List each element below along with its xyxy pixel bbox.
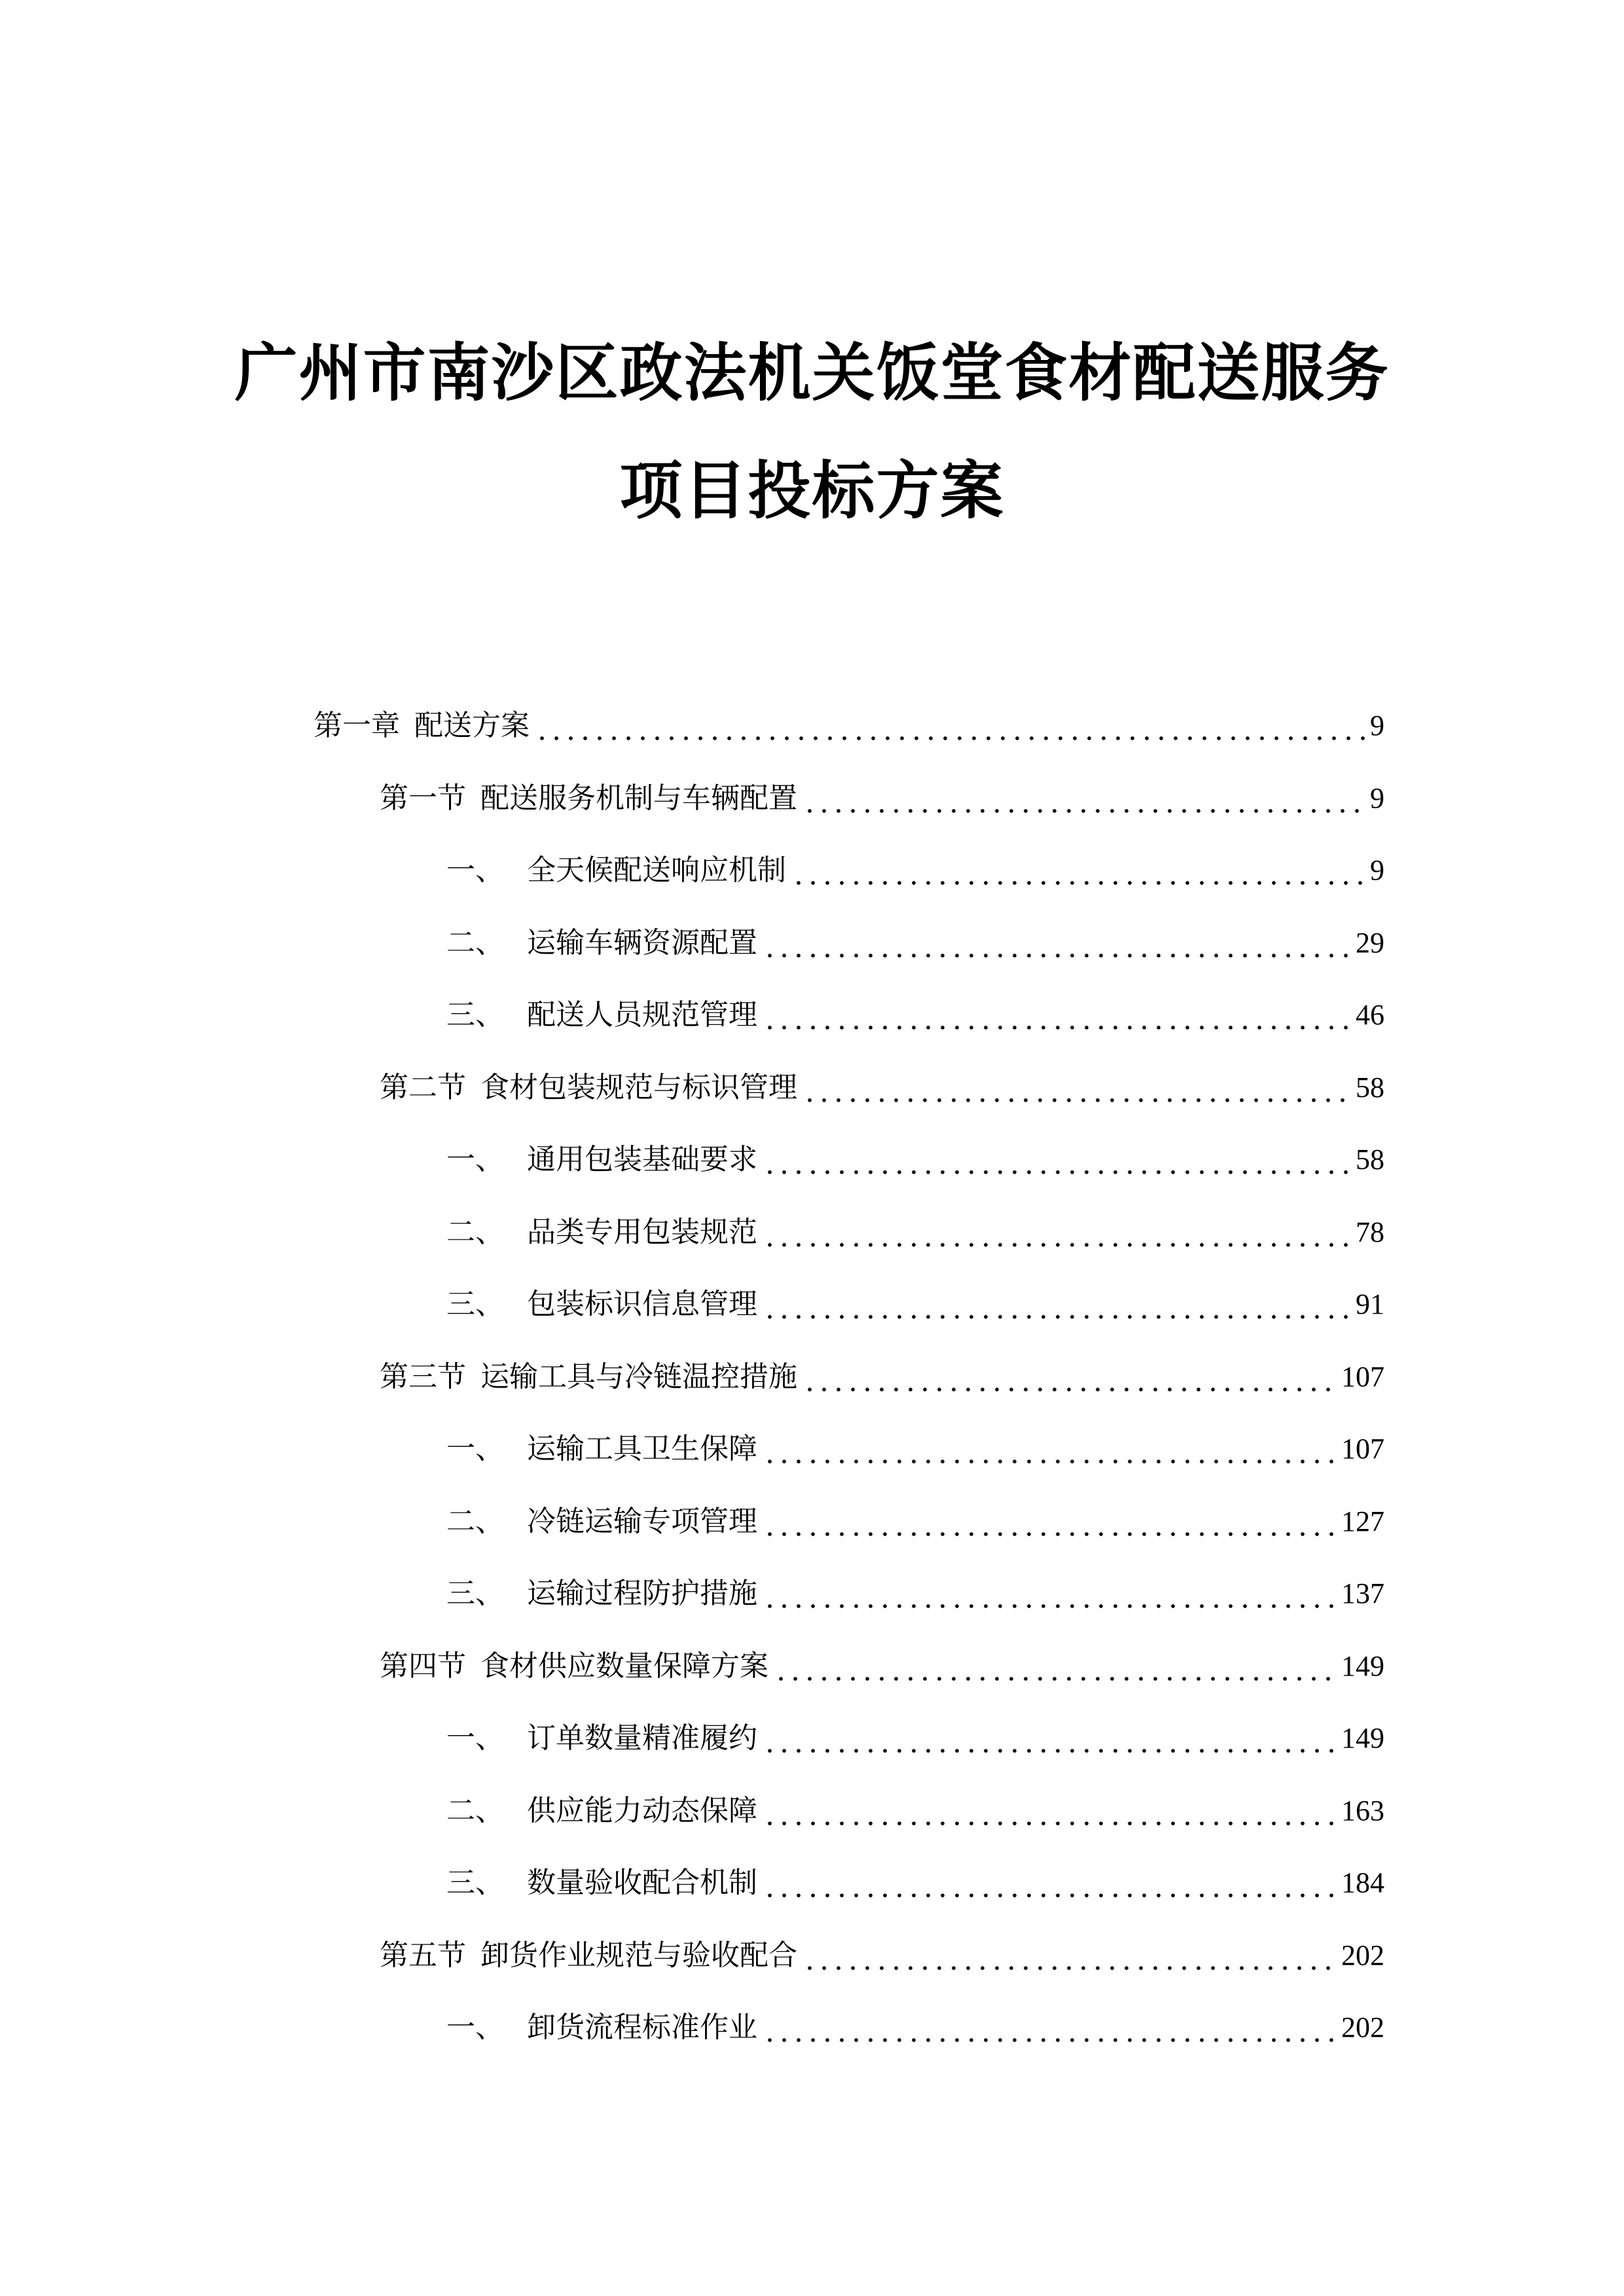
toc-entry-label: 通用包装基础要求 [527,1143,757,1176]
toc-entry-page: 9 [1370,854,1384,886]
toc-dot-leader [763,2008,1336,2047]
toc-entry-page: 149 [1341,1722,1384,1754]
toc-entry-page: 202 [1341,2011,1384,2043]
toc-entry-label: 运输车辆资源配置 [527,925,757,960]
toc-dot-leader [763,1429,1336,1469]
toc-entry[interactable] [446,1791,1384,1831]
toc-entry-number: 第一节 [380,781,466,815]
toc-entry-page: 9 [1370,709,1384,742]
toc-entry-number: 二、 [446,1793,504,1827]
toc-entry-label: 配送人员规范管理 [527,998,757,1031]
toc-dot-leader [763,1719,1336,1758]
toc-entry-page: 78 [1356,1215,1384,1248]
toc-entry[interactable] [446,2008,1384,2047]
toc-entry[interactable] [446,1429,1384,1469]
toc-entry-label: 配送方案 [414,709,530,742]
toc-dot-leader [535,706,1365,745]
toc-entry-page: 137 [1341,1577,1384,1609]
toc-dot-leader [803,1357,1336,1397]
toc-entry[interactable] [446,1213,1384,1252]
toc-entry-number: 第四节 [380,1649,466,1683]
toc-dot-leader [763,996,1350,1035]
toc-entry[interactable] [380,779,1384,818]
toc-entry[interactable] [314,706,1384,745]
toc-entry-page: 184 [1341,1867,1384,1899]
toc-entry-number: 一、 [446,1721,504,1755]
toc-entry-page: 202 [1341,1939,1384,1971]
toc-entry-label: 包装标识信息管理 [527,1287,757,1321]
toc-dot-leader [803,779,1365,818]
toc-entry-page: 29 [1356,926,1384,959]
toc-entry-label: 数量验收配合机制 [527,1866,757,1899]
toc-dot-leader [763,924,1350,963]
toc-entry-page: 163 [1341,1794,1384,1827]
toc-entry-label: 供应能力动态保障 [527,1793,757,1827]
document-title-line-1: 广州市南沙区政法机关饭堂食材配送服务 [234,336,1390,410]
toc-entry-label: 品类专用包装规范 [527,1215,757,1249]
toc-entry[interactable] [446,851,1384,890]
toc-entry-label: 运输工具卫生保障 [527,1432,757,1465]
toc-entry-number: 一、 [446,853,504,887]
toc-entry-label: 全天候配送响应机制 [527,853,786,887]
toc-entry-number: 第一章 [314,709,400,742]
toc-entry[interactable] [446,1574,1384,1613]
toc-entry-number: 二、 [446,925,504,960]
toc-entry[interactable] [380,1936,1384,1975]
toc-entry[interactable] [446,1863,1384,1903]
toc-dot-leader [763,1574,1336,1613]
toc-entry-number: 二、 [446,1215,504,1249]
toc-dot-leader [763,1140,1350,1179]
toc-dot-leader [803,1936,1336,1975]
toc-entry-label: 订单数量精准履约 [527,1721,757,1755]
toc-dot-leader [803,1068,1350,1107]
toc-entry-label: 卸货流程标准作业 [527,2011,757,2044]
toc-dot-leader [763,1791,1336,1831]
toc-entry-number: 三、 [446,1866,504,1899]
toc-dot-leader [763,1213,1350,1252]
toc-entry-page: 46 [1356,999,1384,1031]
toc-entry-number: 一、 [446,1143,504,1176]
toc-entry-number: 一、 [446,2011,504,2044]
document-title-line-2: 项目投标方案 [619,454,1005,528]
toc-dot-leader [763,1502,1336,1541]
toc-entry[interactable] [446,1719,1384,1758]
toc-entry[interactable] [380,1068,1384,1107]
toc-entry-label: 食材包装规范与标识管理 [480,1070,797,1104]
toc-entry-page: 127 [1341,1505,1384,1537]
toc-entry-page: 149 [1341,1649,1384,1682]
toc-entry-number: 第三节 [380,1359,466,1393]
toc-entry-page: 58 [1356,1143,1384,1175]
toc-entry[interactable] [380,1647,1384,1686]
toc-entry-label: 运输工具与冷链温控措施 [480,1359,797,1393]
toc-entry[interactable] [446,996,1384,1035]
toc-entry-label: 运输过程防护措施 [527,1577,757,1610]
toc-entry-number: 三、 [446,998,504,1031]
toc-entry-number: 三、 [446,1577,504,1610]
toc-entry-label: 卸货作业规范与验收配合 [480,1938,797,1972]
toc-entry-label: 食材供应数量保障方案 [480,1649,768,1683]
toc-entry[interactable] [446,1140,1384,1179]
toc-entry-page: 107 [1341,1360,1384,1393]
toc-entry-number: 第五节 [380,1938,466,1972]
toc-dot-leader [791,851,1365,890]
toc-dot-leader [763,1863,1336,1903]
toc-entry-label: 配送服务机制与车辆配置 [480,781,797,815]
toc-entry[interactable] [380,1357,1384,1397]
toc-entry-number: 三、 [446,1287,504,1321]
toc-entry-label: 冷链运输专项管理 [527,1504,757,1538]
toc-entry[interactable] [446,924,1384,963]
toc-entry-page: 9 [1370,781,1384,814]
toc-dot-leader [763,1285,1350,1324]
toc-entry-number: 第二节 [380,1070,466,1104]
toc-dot-leader [774,1647,1336,1686]
toc-entry-page: 91 [1356,1288,1384,1320]
toc-entry[interactable] [446,1502,1384,1541]
toc-entry-page: 58 [1356,1071,1384,1103]
toc-entry-number: 二、 [446,1504,504,1538]
toc-entry[interactable] [446,1285,1384,1324]
toc-entry-page: 107 [1341,1433,1384,1465]
toc-entry-number: 一、 [446,1432,504,1465]
